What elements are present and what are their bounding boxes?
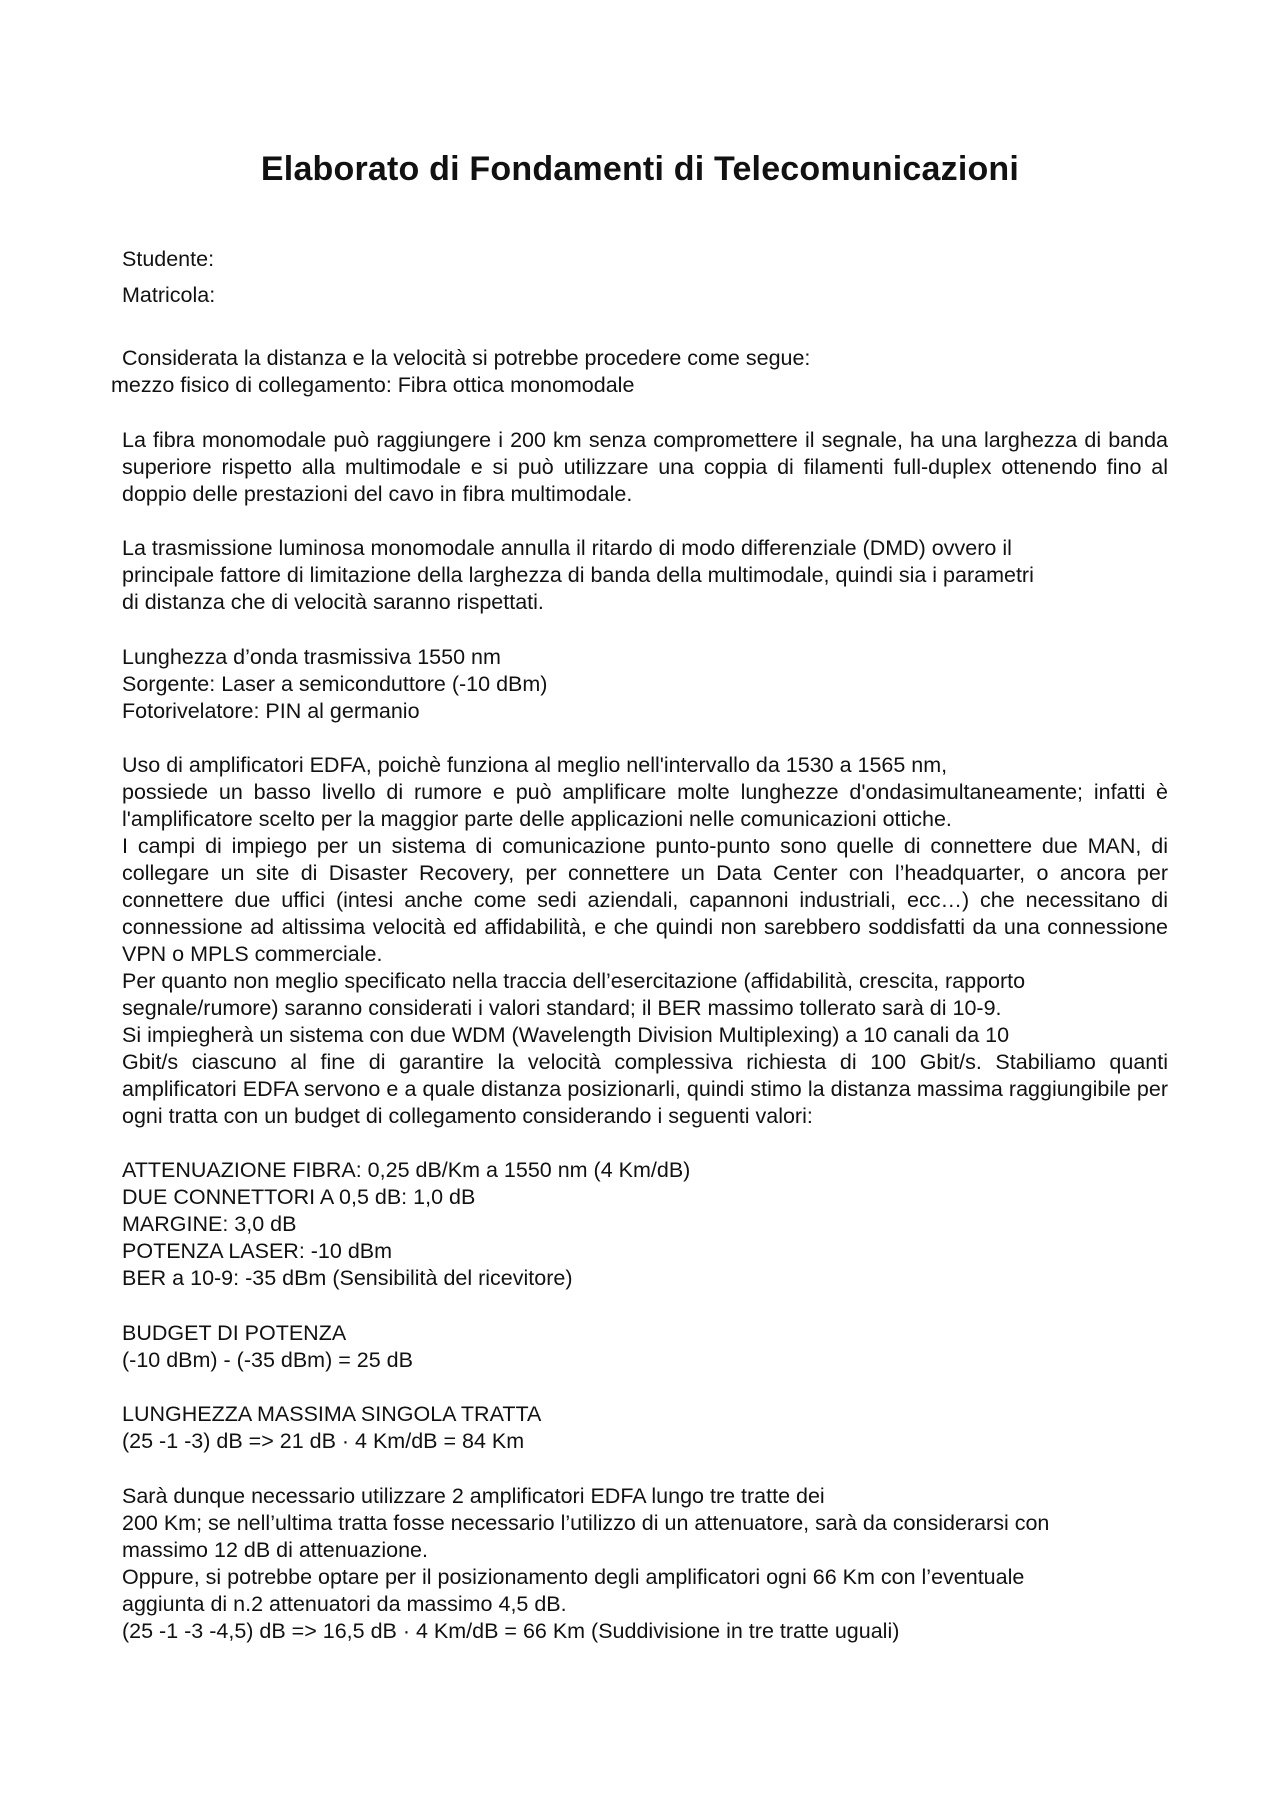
edfa-line: Uso di amplificatori EDFA, poichè funziona al meglio nell'intervallo da 1530 a 1565 nm, <box>122 753 948 777</box>
paragraph-specificato-line: segnale/rumore) saranno considerati i valori standard; il BER massimo tollerato sarà di 10-9. <box>122 996 1002 1020</box>
value-line: DUE CONNETTORI A 0,5 dB: 1,0 dB <box>122 1185 476 1209</box>
lunghezza-heading: LUNGHEZZA MASSIMA SINGOLA TRATTA <box>122 1402 542 1426</box>
conclusion-line: Oppure, si potrebbe optare per il posizionamento degli amplificatori ogni 66 Km con l’eventuale <box>122 1565 1025 1589</box>
value-line: BER a 10-9: -35 dBm (Sensibilità del ricevitore) <box>122 1266 573 1290</box>
spec-line: Sorgente: Laser a semiconduttore (-10 dBm) <box>122 672 548 696</box>
budget-formula: (-10 dBm) - (-35 dBm) = 25 dB <box>122 1348 413 1372</box>
paragraph-dmd-line: di distanza che di velocità saranno rispettati. <box>122 590 544 614</box>
value-line: ATTENUAZIONE FIBRA: 0,25 dB/Km a 1550 nm (4 Km/dB) <box>122 1158 691 1182</box>
page-title: Elaborato di Fondamenti di Telecomunicazioni <box>260 150 1020 188</box>
conclusion-line: aggiunta di n.2 attenuatori da massimo 4,5 dB. <box>122 1592 567 1616</box>
wdm-line: Si impiegherà un sistema con due WDM (Wavelength Division Multiplexing) a 10 canali da 10 <box>122 1023 1010 1047</box>
student-label: Studente: <box>122 247 215 271</box>
paragraph-specificato-line: Per quanto non meglio specificato nella traccia dell’esercitazione (affidabilità, crescita, rapporto <box>122 969 1026 993</box>
budget-heading: BUDGET DI POTENZA <box>122 1321 347 1345</box>
paragraph-dmd-line: principale fattore di limitazione della larghezza di banda della multimodale, quindi sia i parametri <box>122 563 1034 587</box>
conclusion-line: (25 -1 -3 -4,5) dB => 16,5 dB · 4 Km/dB = 66 Km (Suddivisione in tre tratte uguali) <box>122 1619 900 1643</box>
matricola-label: Matricola: <box>122 283 216 307</box>
conclusion-line: 200 Km; se nell’ultima tratta fosse necessario l’utilizzo di un attenuatore, sarà da considerarsi con <box>122 1511 1050 1535</box>
intro-line: mezzo fisico di collegamento: Fibra ottica monomodale <box>111 373 635 397</box>
intro-line: Considerata la distanza e la velocità si potrebbe procedere come segue: <box>122 346 811 370</box>
paragraph-dmd-line: La trasmissione luminosa monomodale annulla il ritardo di modo differenziale (DMD) ovvero il <box>122 536 1012 560</box>
spec-line: Fotorivelatore: PIN al germanio <box>122 699 420 723</box>
conclusion-line: massimo 12 dB di attenuazione. <box>122 1538 428 1562</box>
spec-line: Lunghezza d’onda trasmissiva 1550 nm <box>122 645 501 669</box>
paragraph-fibra: La fibra monomodale può raggiungere i 200 km senza compromettere il segnale, ha una larghezza di banda superiore rispetto alla multimodale e si può utilizzare una coppia di filamenti full-duplex ottenendo fino al doppio delle prestazioni del cavo in fibra multimodale. <box>122 428 1168 506</box>
lunghezza-formula: (25 -1 -3) dB => 21 dB · 4 Km/dB = 84 Km <box>122 1429 525 1453</box>
conclusion-line: Sarà dunque necessario utilizzare 2 amplificatori EDFA lungo tre tratte dei <box>122 1484 825 1508</box>
value-line: POTENZA LASER: -10 dBm <box>122 1239 393 1263</box>
value-line: MARGINE: 3,0 dB <box>122 1212 297 1236</box>
paragraph-wdm: Gbit/s ciascuno al fine di garantire la velocità complessiva richiesta di 100 Gbit/s. Stabiliamo quanti amplificatori EDFA servono e a quale distanza posizionarli, quindi stimo la distanza massima raggiungibile per ogni tratta con un budget di collegamento considerando i seguenti valori: <box>122 1050 1168 1128</box>
paragraph-campi: I campi di impiego per un sistema di comunicazione punto-punto sono quelle di connettere due MAN, di collegare un site di Disaster Recovery, per connettere un Data Center con l’headquarter, o ancora per connettere due uffici (intesi anche come sedi aziendali, capannoni industriali, ecc…) che necessitano di connessione ad altissima velocità ed affidabilità, e che quindi non sarebbero soddisfatti da una connessione VPN o MPLS commerciale. <box>122 834 1168 966</box>
paragraph-edfa: possiede un basso livello di rumore e può amplificare molte lunghezze d'ondasimultaneamente; infatti è l'amplificatore scelto per la maggior parte delle applicazioni nelle comunicazioni ottiche. <box>122 780 1168 831</box>
